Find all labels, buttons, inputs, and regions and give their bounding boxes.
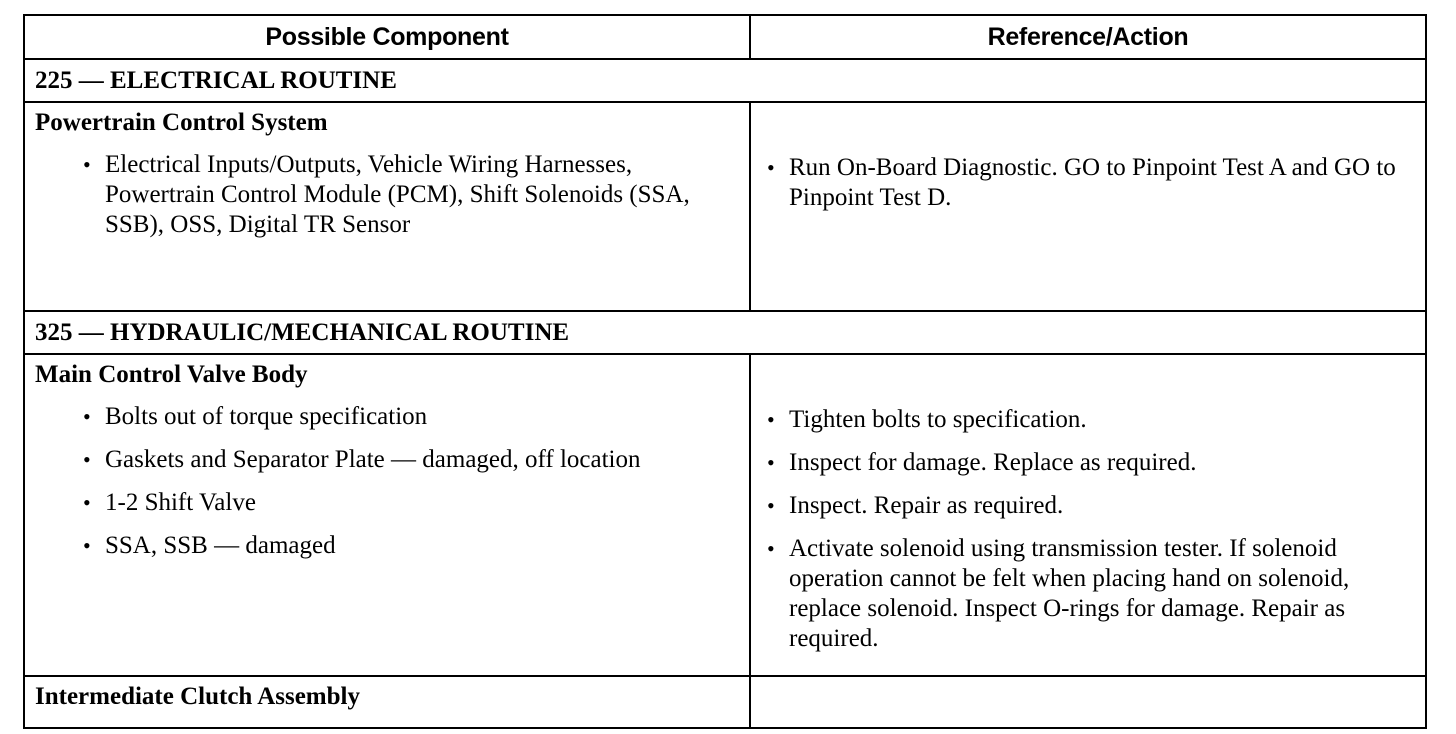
list-item: • Gaskets and Separator Plate — damaged, off location xyxy=(83,446,641,473)
action-cell xyxy=(750,354,1426,676)
action-items xyxy=(765,405,1413,654)
table-row xyxy=(24,676,1426,728)
header-row xyxy=(24,15,1426,59)
section-row xyxy=(24,311,1426,354)
list-item: • 1-2 Shift Valve xyxy=(83,489,256,516)
table-row xyxy=(24,354,1426,676)
component-cell xyxy=(24,102,750,311)
bullet-icon: • xyxy=(767,493,775,518)
section-title: 325 — HYDRAULIC/MECHANICAL ROUTINE xyxy=(24,311,1426,354)
bullet-icon: • xyxy=(83,152,91,177)
list-item: • Bolts out of torque specification xyxy=(83,403,428,430)
header-possible-component: Possible Component xyxy=(24,15,750,59)
bullet-icon: • xyxy=(83,404,91,429)
bullet-icon: • xyxy=(83,447,91,472)
list-item: • Tighten bolts to specification. xyxy=(767,406,1087,433)
bullet-icon: • xyxy=(767,450,775,475)
section-row xyxy=(24,59,1426,102)
action-items xyxy=(765,153,1413,213)
list-item: • Inspect for damage. Replace as required. xyxy=(767,449,1197,476)
component-name: Intermediate Clutch Assembly xyxy=(35,683,360,710)
component-name: Powertrain Control System xyxy=(35,109,328,136)
component-items xyxy=(35,402,739,561)
component-items xyxy=(35,150,739,240)
list-item: • Run On-Board Diagnostic. GO to Pinpoint Test A and GO to Pinpoint Test D. xyxy=(767,154,1396,211)
list-item: • Electrical Inputs/Outputs, Vehicle Wiring Harnesses, Powertrain Control Module (PCM), Shift Solenoids (SSA, SSB), OSS, Digital TR Sensor xyxy=(83,151,690,238)
action-cell xyxy=(750,102,1426,311)
component-cell xyxy=(24,354,750,676)
component-cell xyxy=(24,676,750,728)
list-item: • Inspect. Repair as required. xyxy=(767,492,1064,519)
table-row xyxy=(24,102,1426,311)
section-title: 225 — ELECTRICAL ROUTINE xyxy=(24,59,1426,102)
bullet-icon: • xyxy=(83,533,91,558)
diagnosis-table xyxy=(23,14,1427,729)
bullet-icon: • xyxy=(767,536,775,561)
bullet-icon: • xyxy=(767,407,775,432)
bullet-icon: • xyxy=(767,155,775,180)
bullet-icon: • xyxy=(83,490,91,515)
list-item: • SSA, SSB — damaged xyxy=(83,532,336,559)
list-item: • Activate solenoid using transmission tester. If solenoid operation cannot be felt when placing hand on solenoid, replace solenoid. Inspect O-rings for damage. Repair as required. xyxy=(767,535,1350,652)
header-reference-action: Reference/Action xyxy=(750,15,1426,59)
action-cell xyxy=(750,676,1426,728)
component-name: Main Control Valve Body xyxy=(35,361,308,388)
